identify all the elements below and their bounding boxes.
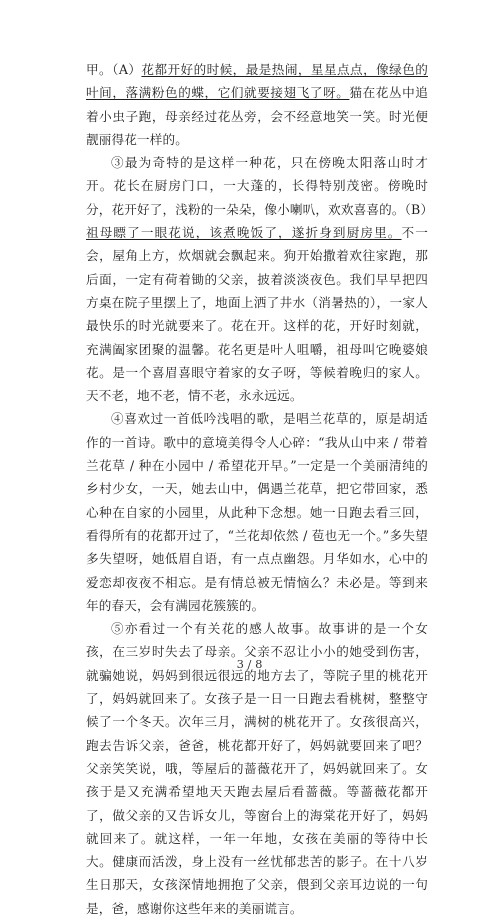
text-segment: 不一会，屋角上方，炊烟就会飘起来。狗开始撒着欢往家跑，那后面，一定有荷着锄的父亲，披着淡淡夜色。我们早早把四方桌在院子里摆上了，地面上洒了井水（消暑热的），一家人最快乐的时光就要来了。花在开。这样的花，开好时刻就，充满阖家团聚的温馨。花名更是叶人咀嚼，祖母叫它晚婆娘花。是一个喜眉喜眼守着家的女子呀，等候着晚归的家人。天不老，地不老，情不老，永永远远。: [86, 225, 428, 404]
paragraph: [86, 151, 434, 407]
paragraph: [86, 58, 428, 151]
underlined-sentence: 花都开好的时候，最是热闹，星星点点，像绿色的叶间，落满粉色的蝶，它们就要接翅飞了呀。: [86, 62, 428, 101]
text-segment: ④喜欢过一首低吟浅唱的歌，是唱兰花草的，原是胡适作的一首诗。歌中的意境美得令人心碎：“我从山中来 / 带着兰花草 / 种在小园中 / 希望花开早。”一定是一个美丽清纯的乡村少女，一天，她去山中，偶遇兰花草，把它带回家，悉心种在自家的小园里，从此种下念想。她一日跑去看三回，看得所有的花都开过了，“兰花却依然 / 苞也无一个。”多失望多失望呀，她低眉自语，有一点点幽怨。月华如水，心中的爱恋却夜夜不相忘。是有情总被无情恼么？未必是。等到来年的春天，会有满园花簇簇的。: [86, 411, 428, 613]
text-segment: ⑤亦看过一个有关花的感人故事。故事讲的是一个女孩，在三岁时失去了母亲。父亲不忍让小小的她受到伤害，就骗她说，妈妈到很远很远的地方去了，等院子里的桃花开了，妈妈就回来了。女孩子是一日一日跑去看桃树，整整守候了一个冬天。次年三月，满树的桃花开了。女孩很高兴，跑去告诉父亲，爸爸，桃花都开好了，妈妈就要回来了吧？父亲笑笑说，哦，等屋后的蔷薇花开了，妈妈就回来了。女孩于是又充满希望地天天跑去屋后看蔷薇。等蔷薇花都开了，做父亲的又告诉女儿，等窗台上的海棠花开好了，妈妈就回来了。就这样，一年一年地，女孩在美丽的等待中长大。健康而活泼，身上没有一丝忧郁悲苦的影子。在十八岁生日那天，女孩深情地拥抱了父亲，偎到父亲耳边说的一句是，爸，感谢你这些年来的美丽谎言。: [86, 621, 428, 916]
underlined-sentence: 祖母瞟了一眼花说，该煮晚饭了，遂折身到厨房里。: [86, 225, 402, 241]
paragraph: [86, 407, 428, 617]
body-text: [86, 58, 434, 920]
text-segment: 猫在花丛中追着小虫子跑，母亲经过花丛旁，会不经意地笑一笑。时光便靓丽得花一样的。: [86, 85, 429, 147]
page-number: 3 / 8: [236, 657, 263, 671]
text-segment: 甲。（A）: [86, 62, 142, 77]
text-segment: ③最为奇特的是这样一种花，只在傍晚太阳落山时才开。花长在厨房门口，一大蓬的，长得特别茂密。傍晚时分，花开好了，浅粉的一朵朵，像小喇叭，欢欢喜喜的。（B）: [86, 155, 434, 217]
